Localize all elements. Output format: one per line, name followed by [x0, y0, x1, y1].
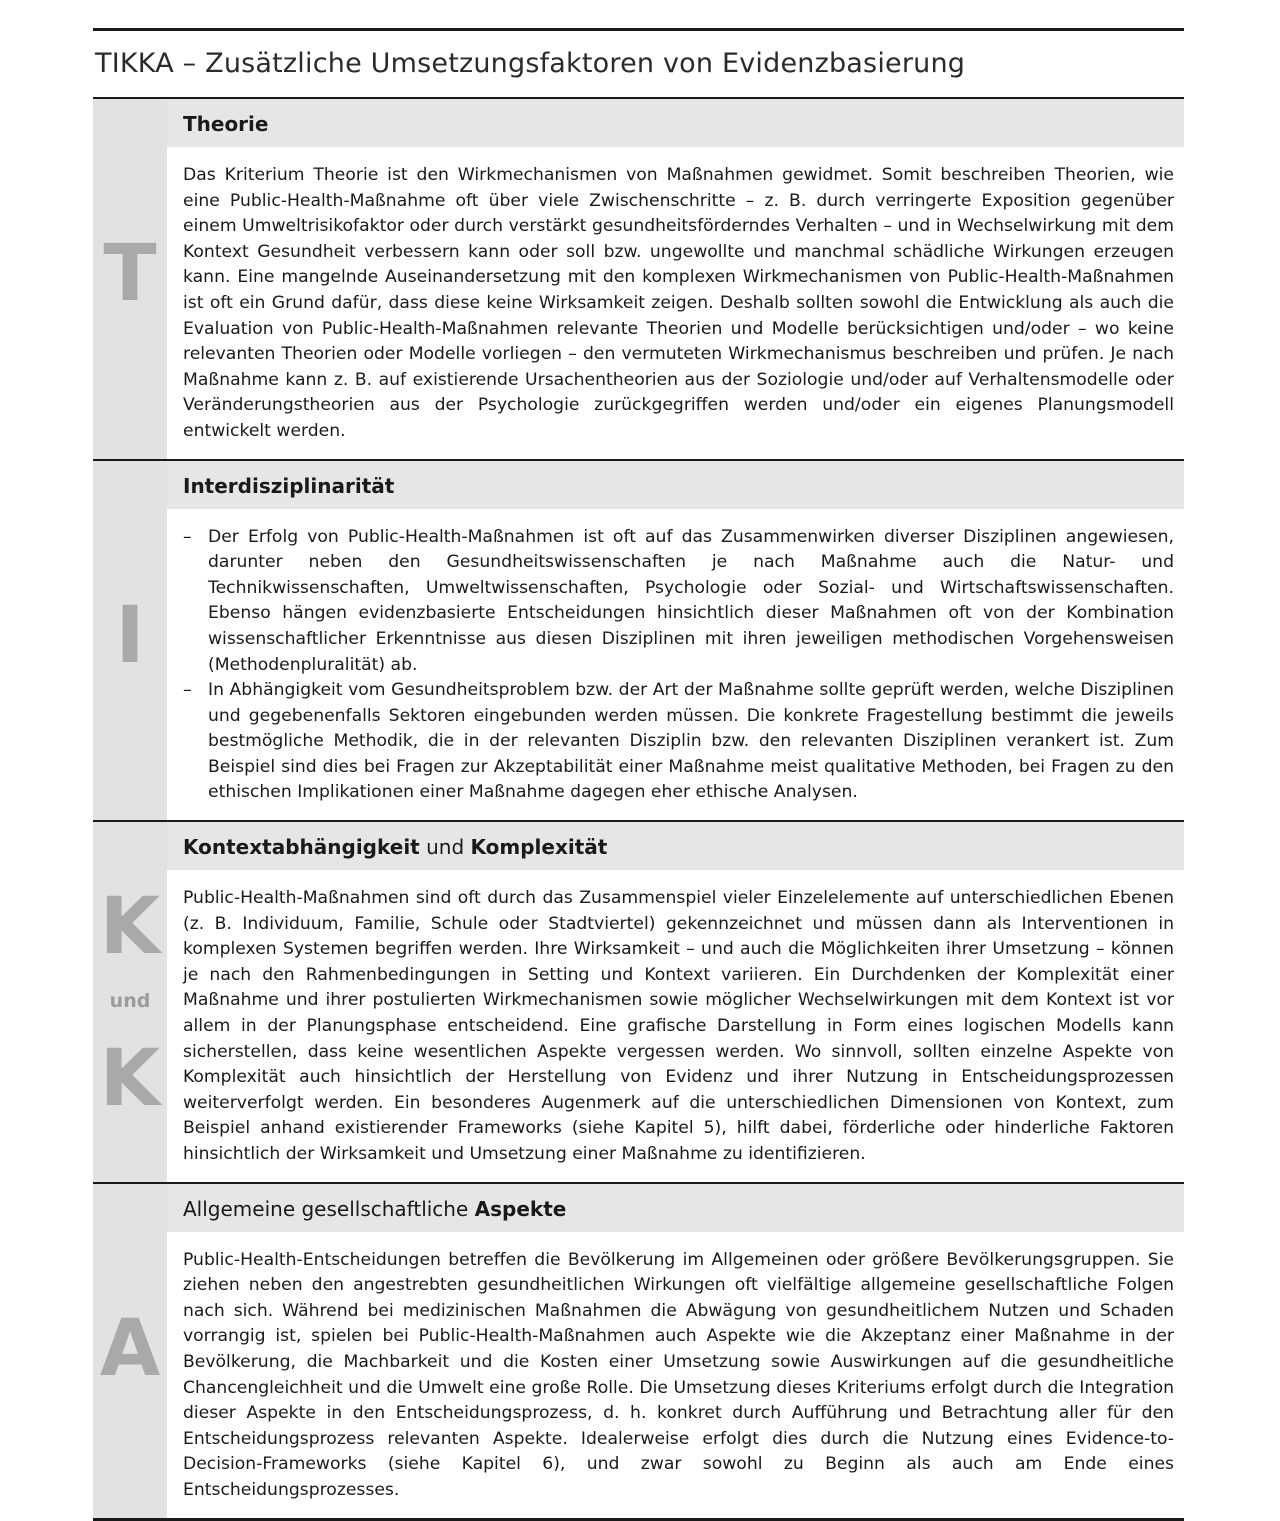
- letter-column: [93, 99, 167, 459]
- section-content: [167, 461, 1184, 821]
- heading-text: Theorie: [183, 112, 269, 136]
- dash-list: [183, 525, 1174, 807]
- section-content: [167, 1184, 1184, 1518]
- section-heading: [167, 822, 1184, 870]
- list-item: [183, 678, 1174, 806]
- section-body: Das Kriterium Theorie ist den Wirkmechanismen von Maßnahmen gewidmet. Somit beschreiben Theorien, wie eine Public-Health-Maßnahme oft über viele Zwischenschritte – z. B. durch verringerte Exposition gegenüber einem Umweltrisikofaktor oder durch verstärkt gesundheitsförderndes Verhalten – und in Wechselwirkung mit dem Kontext Gesundheit verbessern kann oder soll bzw. ungewollte und manchmal schädliche Wirkungen erzeugen kann. Eine mangelnde Auseinandersetzung mit den komplexen Wirkmechanismen von Public-Health-Maßnahmen ist oft ein Grund dafür, dass diese keine Wirksamkeit zeigen. Deshalb sollten sowohl die Entwicklung als auch die Evaluation von Public-Health-Maßnahmen relevante Theorien und Modelle berücksichtigen und/oder – wo keine relevanten Theorien oder Modelle vorliegen – den vermuteten Wirkmechanismus beschreiben und prüfen. Je nach Maßnahme kann z. B. auf existierende Ursachentheorien aus der Soziologie und/oder auf Verhaltensmodelle oder Veränderungstheorien aus der Psychologie zurückgegriffen werden und/oder ein eigenes Planungsmodell entwickelt werden.: [183, 165, 1174, 441]
- section-theorie: [93, 97, 1184, 459]
- heading-text: Interdisziplinarität: [183, 473, 395, 498]
- section-body: Public-Health-Entscheidungen betreffen die Bevölkerung im Allgemeinen oder größere Bevölkerungsgruppen. Sie ziehen neben den angestrebten gesundheitlichen Wirkungen oft vielfältige allgemeine gesellschaftliche Folgen nach sich. Während bei medizinischen Maßnahmen die Abwägung von gesundheitlichem Nutzen und Schaden vorrangig ist, spielen bei Public-Health-Maßnahmen auch Aspekte wie die Akzeptanz einer Maßnahme in der Bevölkerung, die Machbarkeit und die Kosten einer Umsetzung sowie Auswirkungen auf die gesundheitliche Chancengleichheit und die Umwelt eine große Rolle. Die Umsetzung dieses Kriteriums erfolgt durch die Integration dieser Aspekte in den Entscheidungsprozess, d. h. konkret durch Aufführung und Betrachtung aller für den Entscheidungsprozess relevanten Aspekte. Idealerweise erfolgt dies durch die Nutzung eines Evidence-to-Decision-Frameworks (siehe Kapitel 6), und zwar sowohl zu Beginn als auch am Ende eines Entscheidungsprozesses.: [183, 1249, 1174, 1500]
- section-body: [167, 509, 1184, 821]
- section-kontext-komplexitaet: [93, 820, 1184, 1182]
- dash-bullet: –: [183, 680, 192, 701]
- page-title: TIKKA – Zusätzliche Umsetzungsfaktoren von Evidenzbasierung: [95, 48, 966, 79]
- list-item-text: In Abhängigkeit vom Gesundheitsproblem bzw. der Art der Maßnahme sollte geprüft werden, welche Disziplinen und gegebenenfalls Sektoren eingebunden werden müssen. Die konkrete Fragestellung bestimmt die jeweils bestmögliche Methodik, die in der relevanten Disziplin bzw. den relevanten Disziplinen verankert ist. Zum Beispiel sind dies bei Fragen zur Akzeptabilität einer Maßnahme meist qualitative Methoden, bei Fragen zu den ethischen Implikationen einer Maßnahme dagegen eher ethische Analysen.: [208, 680, 1174, 803]
- heading-bold-2: Komplexität: [470, 835, 608, 860]
- letter-column: [93, 822, 167, 1182]
- section-aspekte: [93, 1182, 1184, 1521]
- dash-bullet: –: [183, 526, 192, 547]
- letter-k-bottom: K: [99, 1034, 161, 1125]
- heading-bold: Aspekte: [474, 1196, 567, 1221]
- letter-column: [93, 461, 167, 821]
- section-content: [167, 99, 1184, 459]
- letter-t: T: [103, 229, 157, 319]
- section-heading: [167, 99, 1184, 147]
- letter-i: I: [115, 590, 145, 681]
- tikka-table: [93, 28, 1184, 1521]
- letter-a: A: [99, 1303, 161, 1394]
- heading-plain: und: [426, 835, 465, 860]
- heading-bold-1: Kontextabhängigkeit: [183, 835, 420, 860]
- section-body: Public-Health-Maßnahmen sind oft durch das Zusammenspiel vieler Einzelelemente auf unterschiedlichen Ebenen (z. B. Individuum, Familie, Schule oder Stadtviertel) gekennzeichnet und müssen dann als Interventionen in komplexen Systemen begriffen werden. Ihre Wirksamkeit – und auch die Möglichkeiten ihrer Umsetzung – können je nach den Rahmenbedingungen in Setting und Kontext variieren. Ein Durchdenken der Komplexität einer Maßnahme und ihrer postulierten Wirkmechanismen sowie möglicher Wechselwirkungen mit dem Kontext ist vor allem in der Planungsphase entscheidend. Eine grafische Darstellung in Form eines logischen Modells kann sicherstellen, dass keine wesentlichen Aspekte vergessen werden. Wo sinnvoll, sollten einzelne Aspekte von Komplexität auch hinsichtlich der Herstellung von Evidenz und ihrer Nutzung in Entscheidungsprozessen weiterverfolgt werden. Ein besonderes Augenmerk auf die unterschiedlichen Dimensionen von Kontext, zum Beispiel anhand existierender Frameworks (siehe Kapitel 5), hilft dabei, förderliche oder hinderliche Faktoren hinsichtlich der Wirksamkeit und Umsetzung einer Maßnahme zu identifizieren.: [183, 888, 1174, 1164]
- section-content: [167, 822, 1184, 1182]
- section-interdisziplinaritaet: [93, 459, 1184, 821]
- section-heading: [167, 461, 1184, 509]
- und-label: und: [109, 990, 151, 1013]
- heading-plain: Allgemeine gesellschaftliche: [183, 1196, 469, 1221]
- section-heading: [167, 1184, 1184, 1232]
- letter-k-top: K: [99, 882, 161, 973]
- list-item-text: Der Erfolg von Public-Health-Maßnahmen ist oft auf das Zusammenwirken diverser Disziplinen angewiesen, darunter neben den Gesundheitswissenschaften je nach Maßnahme auch die Natur- und Technikwissenschaften, Umweltwissenschaften, Psychologie oder Sozial- und Wirtschaftswissenschaften. Ebenso hängen evidenzbasierte Entscheidungen hinsichtlich dieser Maßnahmen oft von der Kombination wissenschaftlicher Erkenntnisse aus diesen Disziplinen mit ihren jeweiligen methodischen Vorgehensweisen (Methodenpluralität) ab.: [208, 526, 1174, 675]
- letter-column: [93, 1184, 167, 1518]
- list-item: [183, 525, 1174, 679]
